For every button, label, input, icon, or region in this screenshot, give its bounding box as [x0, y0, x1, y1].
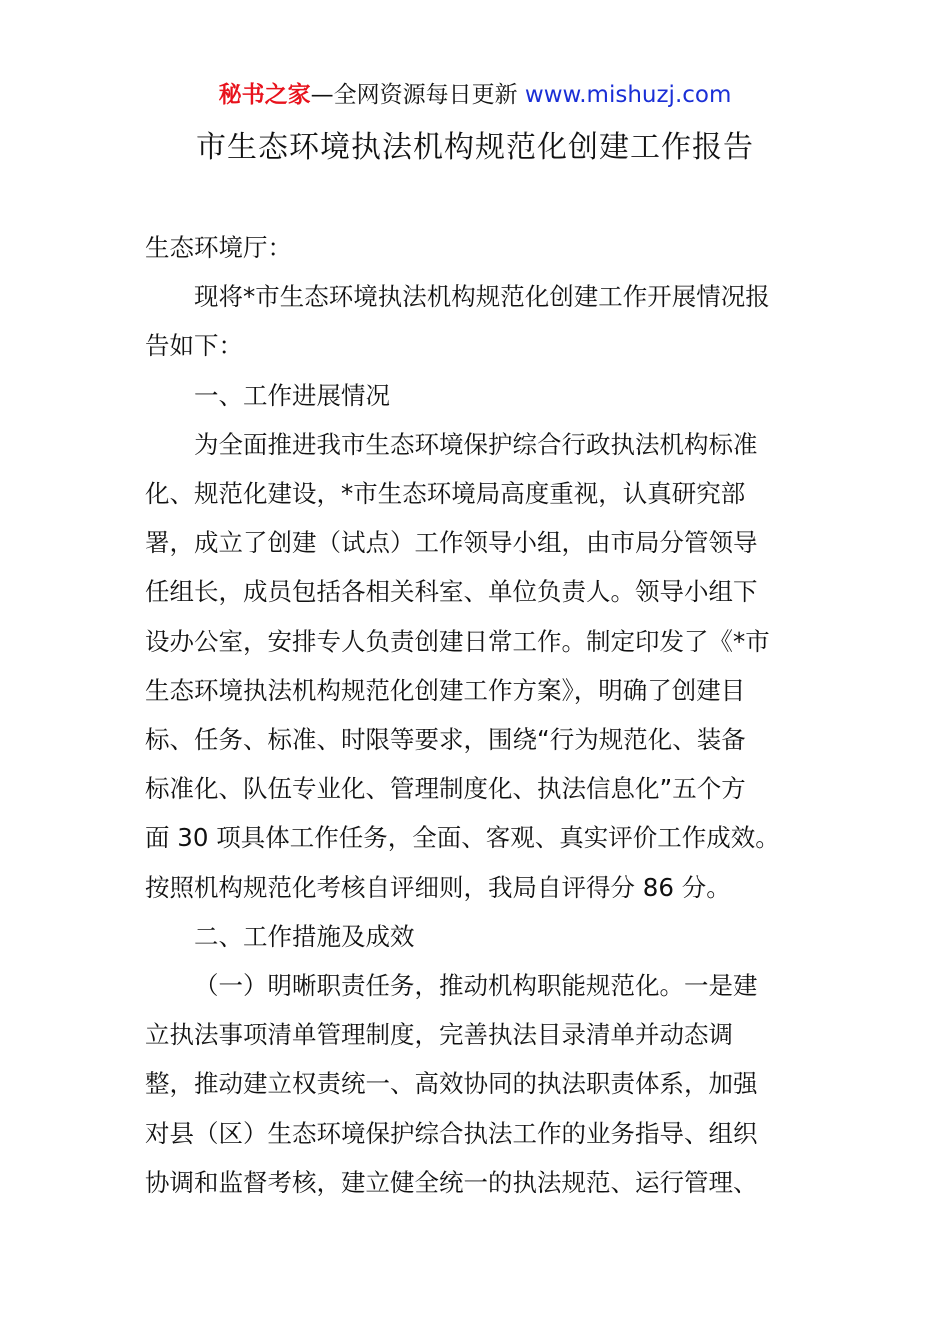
addressee: 生态环境厅： — [145, 233, 292, 262]
paragraph-line: 署，成立了创建（试点）工作领导小组，由市局分管领导 — [145, 528, 758, 558]
paragraph-line: 为全面推进我市生态环境保护综合行政执法机构标准 — [194, 429, 758, 459]
paragraph-line: 现将*市生态环境执法机构规范化创建工作开展情况报 — [194, 282, 770, 312]
paragraph-line: 设办公室，安排专人负责创建日常工作。制定印发了《*市 — [145, 626, 770, 656]
paragraph-line: 告如下： — [145, 331, 243, 361]
section-heading-1: 一、工作进展情况 — [194, 380, 390, 410]
paragraph-line: 整，推动建立权责统一、高效协同的执法职责体系，加强 — [145, 1069, 758, 1099]
paragraph-line: 立执法事项清单管理制度，完善执法目录清单并动态调 — [145, 1020, 733, 1050]
paragraph-line: 任组长，成员包括各相关科室、单位负责人。领导小组下 — [145, 577, 758, 607]
section-2-paragraph — [145, 961, 810, 1207]
paragraph-line: 化、规范化建设，*市生态环境局高度重视，认真研究部 — [145, 479, 746, 509]
section-heading-2: 二、工作措施及成效 — [194, 921, 415, 951]
header-tagline: —全网资源每日更新 — [310, 82, 518, 108]
paragraph-line: 面 30 项具体工作任务，全面、客观、真实评价工作成效。 — [145, 823, 780, 853]
document-body — [145, 223, 810, 1207]
site-header — [0, 78, 950, 112]
paragraph-line: 按照机构规范化考核自评细则，我局自评得分 86 分。 — [145, 872, 731, 902]
intro-paragraph — [145, 272, 810, 370]
paragraph-line: 对县（区）生态环境保护综合执法工作的业务指导、组织 — [145, 1118, 758, 1148]
website-link[interactable]: www.mishuzj.com — [524, 82, 732, 108]
paragraph-line: 生态环境执法机构规范化创建工作方案》，明确了创建目 — [145, 675, 746, 705]
paragraph-line: 协调和监督考核，建立健全统一的执法规范、运行管理、 — [145, 1167, 758, 1197]
document-title: 市生态环境执法机构规范化创建工作报告 — [196, 130, 754, 165]
section-1-paragraph — [145, 420, 810, 912]
paragraph-line: 标、任务、标准、时限等要求，围绕“行为规范化、装备 — [145, 725, 746, 755]
paragraph-line: 标准化、队伍专业化、管理制度化、执法信息化”五个方 — [145, 774, 746, 804]
brand-name: 秘书之家 — [218, 82, 311, 108]
paragraph-line: （一）明晰职责任务，推动机构职能规范化。一是建 — [194, 971, 758, 1001]
